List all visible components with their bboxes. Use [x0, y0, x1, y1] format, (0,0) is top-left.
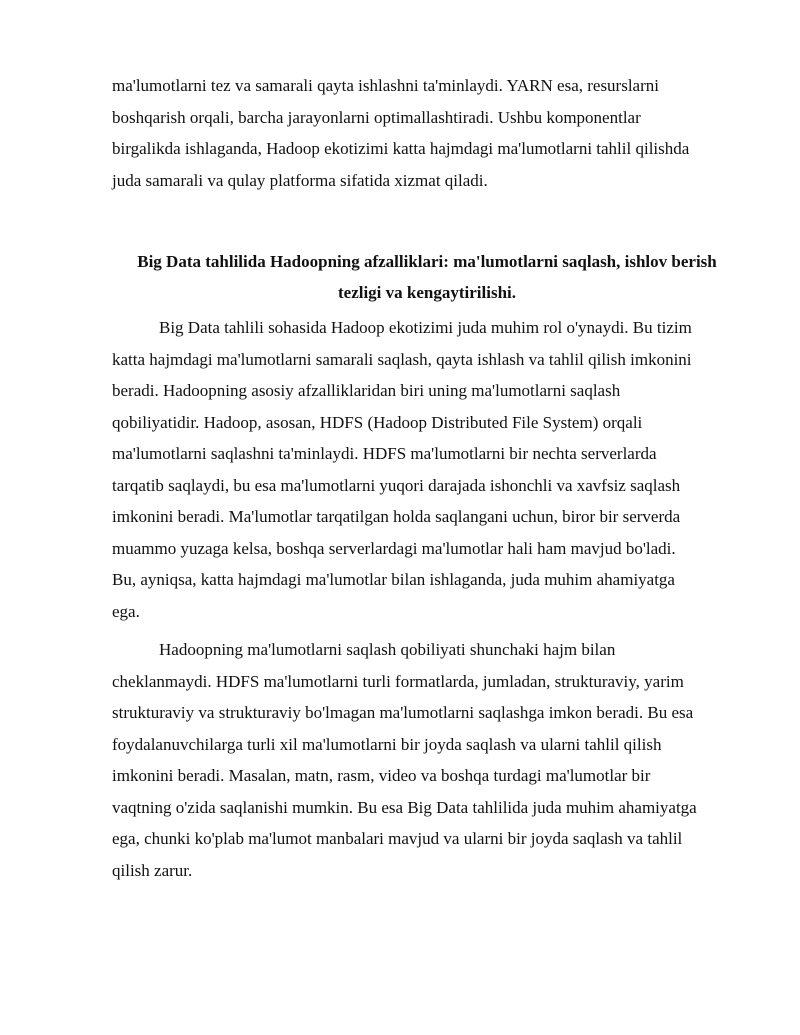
text-line: beradi. Hadoopning asosiy afzalliklaridan biri uning ma'lumotlarni saqlash: [112, 381, 621, 400]
text-line: katta hajmdagi ma'lumotlarni samarali saqlash, qayta ishlash va tahlil qilish imkonini: [112, 349, 692, 369]
text-line: imkonini beradi. Masalan, matn, rasm, video va boshqa turdagi ma'lumotlar bir: [112, 766, 651, 785]
document-page: [112, 70, 742, 886]
heading-line: tezligi va kengaytirilishi.: [337, 283, 517, 302]
body-paragraph-1: [112, 312, 742, 627]
text-line: qilish zarur.: [112, 860, 193, 880]
text-line: vaqtning o'zida saqlanishi mumkin. Bu esa Big Data tahlilida juda muhim ahamiyatga: [112, 797, 697, 817]
text-line: boshqarish orqali, barcha jarayonlarni optimallashtiradi. Ushbu komponentlar: [112, 107, 641, 127]
section-heading: [112, 246, 742, 308]
text-line: qobiliyatidir. Hadoop, asosan, HDFS (Hadoop Distributed File System) orqali: [112, 412, 643, 432]
text-line: imkonini beradi. Ma'lumotlar tarqatilgan holda saqlangani uchun, biror bir serverda: [112, 507, 681, 526]
text-line: muammo yuzaga kelsa, boshqa serverlardagi ma'lumotlar hali ham mavjud bo'ladi.: [112, 538, 676, 558]
text-line: Big Data tahlili sohasida Hadoop ekotizimi juda muhim rol o'ynaydi. Bu tizim: [159, 318, 692, 337]
intro-paragraph: [112, 70, 742, 196]
text-line: ega, chunki ko'plab ma'lumot manbalari mavjud va ularni bir joyda saqlash va tahlil: [112, 829, 683, 848]
text-line: cheklanmaydi. HDFS ma'lumotlarni turli formatlarda, jumladan, strukturaviy, yarim: [112, 671, 684, 691]
text-line: ma'lumotlarni tez va samarali qayta ishlashni ta'minlaydi. YARN esa, resurslarni: [112, 76, 659, 95]
text-line: Bu, ayniqsa, katta hajmdagi ma'lumotlar bilan ishlaganda, juda muhim ahamiyatga: [112, 570, 675, 589]
text-line: ega.: [112, 601, 140, 621]
text-line: strukturaviy va strukturaviy bo'lmagan ma'lumotlarni saqlashga imkon beradi. Bu esa: [112, 703, 694, 722]
text-line: ma'lumotlarni saqlashni ta'minlaydi. HDFS ma'lumotlarni bir nechta serverlarda: [112, 444, 657, 463]
heading-line: Big Data tahlilida Hadoopning afzalliklari: ma'lumotlarni saqlash, ishlov berish: [137, 252, 717, 271]
text-line: birgalikda ishlaganda, Hadoop ekotizimi katta hajmdagi ma'lumotlarni tahlil qilishda: [112, 139, 690, 158]
text-line: juda samarali va qulay platforma sifatida xizmat qiladi.: [112, 170, 488, 190]
text-line: tarqatib saqlaydi, bu esa ma'lumotlarni yuqori darajada ishonchli va xavfsiz saqlash: [112, 475, 681, 495]
text-line: foydalanuvchilarga turli xil ma'lumotlarni bir joyda saqlash va ularni tahlil qilish: [112, 734, 662, 754]
text-line: Hadoopning ma'lumotlarni saqlash qobiliyati shunchaki hajm bilan: [159, 640, 616, 659]
body-paragraph-2: [112, 634, 742, 886]
